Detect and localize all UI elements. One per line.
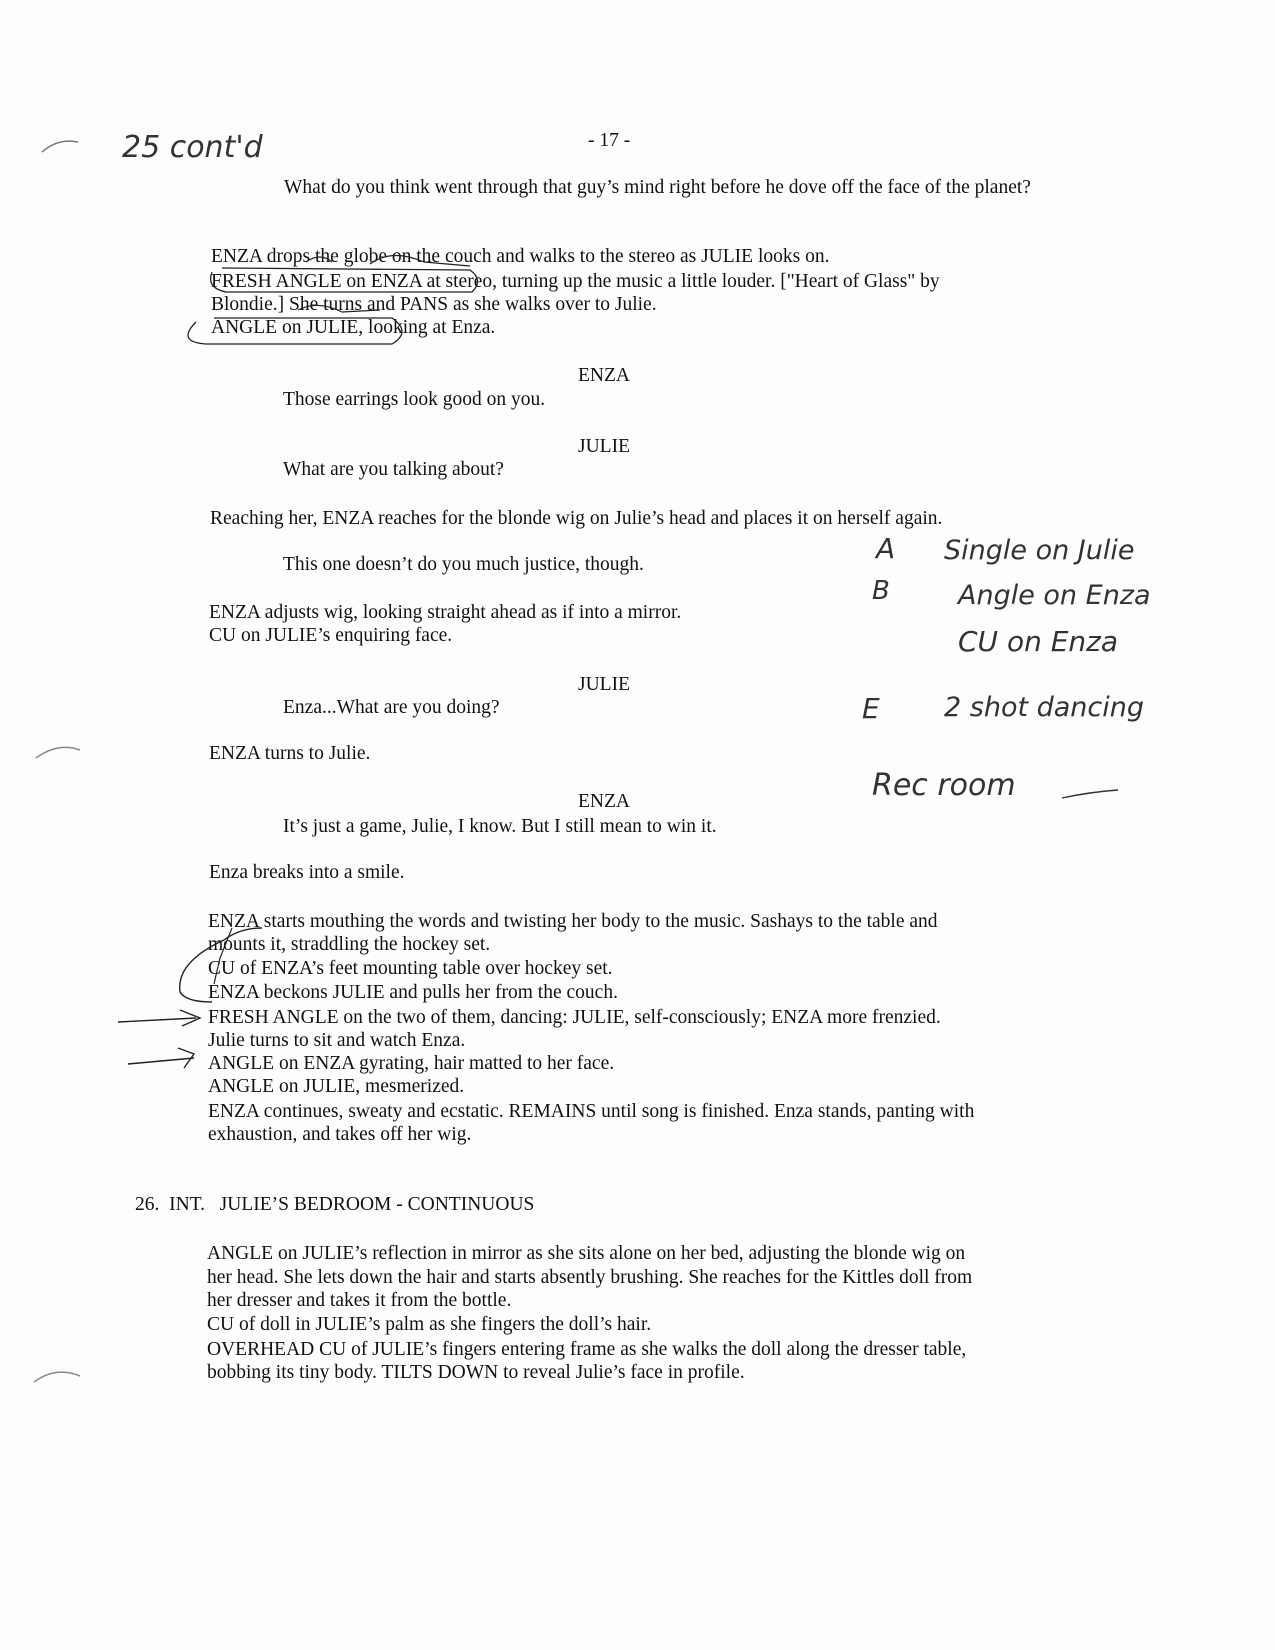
action-line: exhaustion, and takes off her wig. (208, 1124, 472, 1145)
action-line: her dresser and takes it from the bottle. (207, 1290, 512, 1311)
action-line: ENZA beckons JULIE and pulls her from the couch. (208, 982, 618, 1003)
action-line: CU of doll in JULIE’s palm as she fingers the doll’s hair. (207, 1314, 652, 1335)
handwritten-location-note: Rec room (872, 768, 1016, 803)
dialogue-line: This one doesn’t do you much justice, though. (283, 554, 644, 575)
action-line: Julie turns to sit and watch Enza. (208, 1030, 466, 1051)
action-line: her head. She lets down the hair and starts absently brushing. She reaches for the Kittles doll from (207, 1267, 973, 1288)
handwritten-shot-note: CU on Enza (958, 625, 1119, 658)
dialogue-line: Enza...What are you doing? (283, 697, 500, 718)
action-line: OVERHEAD CU of JULIE’s fingers entering frame as she walks the doll along the dresser table, (207, 1339, 967, 1360)
arrow-annotation (128, 1048, 194, 1068)
action-line: ENZA continues, sweaty and ecstatic. REMAINS until song is finished. Enza stands, panting with (208, 1101, 975, 1122)
action-line: Blondie.] She turns and PANS as she walks over to Julie. (211, 294, 657, 315)
action-line: Enza breaks into a smile. (209, 862, 405, 883)
action-line: ANGLE on JULIE’s reflection in mirror as she sits alone on her bed, adjusting the blonde wig on (207, 1243, 966, 1264)
character-name: ENZA (578, 791, 630, 812)
action-line: ENZA starts mouthing the words and twisting her body to the music. Sashays to the table and (208, 911, 938, 932)
handwritten-shot-note: 2 shot dancing (944, 692, 1145, 723)
scene-heading: 26. INT. JULIE’S BEDROOM - CONTINUOUS (135, 1194, 535, 1215)
handwritten-shot-letter: E (862, 692, 880, 725)
action-line: Reaching her, ENZA reaches for the blonde wig on Julie’s head and places it on herself again. (210, 508, 943, 529)
arrow-annotation (118, 1010, 200, 1026)
character-name: JULIE (578, 674, 630, 695)
dialogue-line: What do you think went through that guy’s mind right before he dove off the face of the planet? (284, 177, 1031, 198)
handwritten-shot-letter: B (872, 576, 890, 606)
handwritten-shot-letter: A (876, 532, 896, 565)
action-line: CU on JULIE’s enquiring face. (209, 625, 453, 646)
action-line: ENZA drops the globe on the couch and walks to the stereo as JULIE looks on. (211, 246, 830, 267)
action-line: bobbing its tiny body. TILTS DOWN to reveal Julie’s face in profile. (207, 1362, 745, 1383)
underline-annotation (1062, 790, 1118, 798)
character-name: ENZA (578, 365, 630, 386)
binder-hole-mark (34, 1372, 80, 1382)
binder-hole-mark (36, 747, 80, 758)
handwritten-continued-note: 25 cont'd (122, 130, 263, 165)
dialogue-line: It’s just a game, Julie, I know. But I still mean to win it. (283, 816, 717, 837)
action-line: FRESH ANGLE on ENZA at stereo, turning up the music a little louder. ["Heart of Glass" by (211, 271, 940, 292)
action-line: ENZA turns to Julie. (209, 743, 371, 764)
action-line: ANGLE on JULIE, looking at Enza. (211, 317, 496, 338)
dialogue-line: What are you talking about? (283, 459, 504, 480)
action-line: FRESH ANGLE on the two of them, dancing: JULIE, self-consciously; ENZA more frenzied. (208, 1007, 941, 1028)
action-line: mounts it, straddling the hockey set. (208, 934, 491, 955)
action-line: ENZA adjusts wig, looking straight ahead as if into a mirror. (209, 602, 682, 623)
action-line: ANGLE on JULIE, mesmerized. (208, 1076, 465, 1097)
page-number: - 17 - (588, 130, 631, 151)
character-name: JULIE (578, 436, 630, 457)
dialogue-line: Those earrings look good on you. (283, 389, 546, 410)
binder-hole-mark (42, 141, 78, 152)
handwritten-shot-note: Angle on Enza (958, 580, 1151, 611)
action-line: ANGLE on ENZA gyrating, hair matted to her face. (208, 1053, 615, 1074)
action-line: CU of ENZA’s feet mounting table over hockey set. (208, 958, 613, 979)
handwritten-shot-note: Single on Julie (944, 535, 1135, 566)
